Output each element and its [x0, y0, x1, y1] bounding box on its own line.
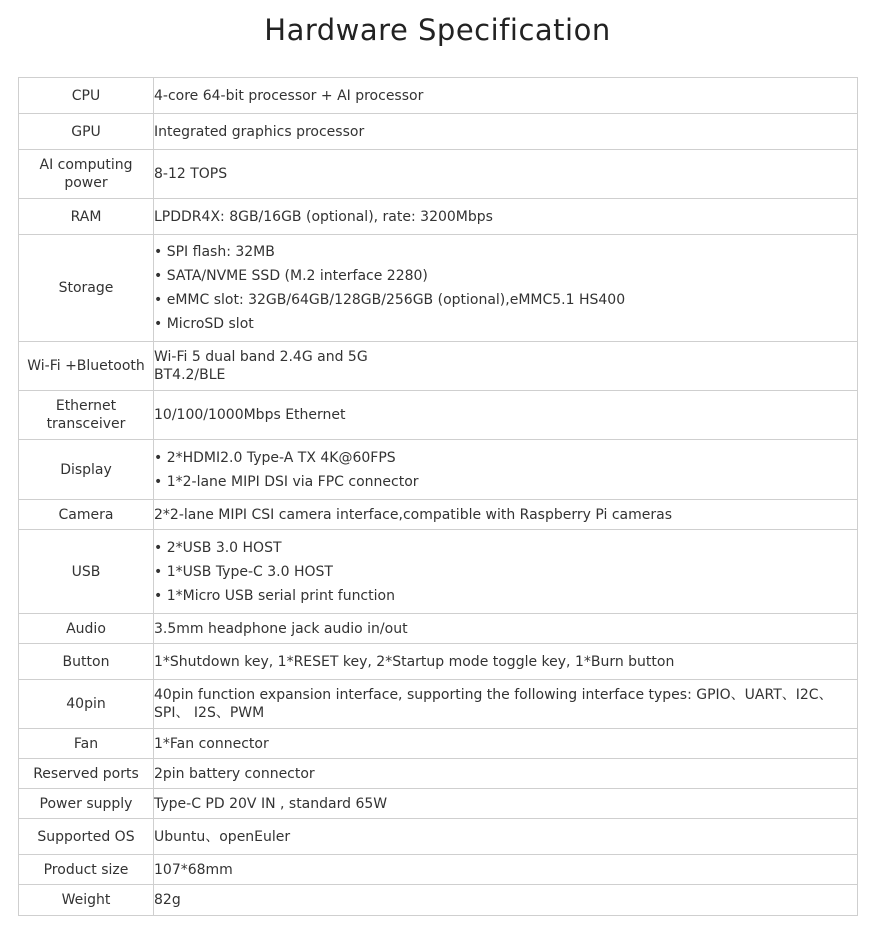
list-item: • MicroSD slot	[154, 312, 857, 336]
bullet-list	[154, 446, 857, 494]
list-item: • 1*USB Type-C 3.0 HOST	[154, 560, 857, 584]
spec-label: CPU	[19, 78, 154, 114]
spec-row-cpu	[19, 78, 858, 114]
spec-row-supported-os	[19, 819, 858, 855]
spec-row-wifi-bluetooth	[19, 342, 858, 391]
spec-row-fan	[19, 729, 858, 759]
spec-value: 82g	[154, 885, 858, 916]
spec-value: 4-core 64-bit processor + AI processor	[154, 78, 858, 114]
page-title: Hardware Specification	[264, 13, 611, 47]
list-item: • eMMC slot: 32GB/64GB/128GB/256GB (optional),eMMC5.1 HS400	[154, 288, 857, 312]
spec-value: 107*68mm	[154, 855, 858, 885]
bullet-list	[154, 240, 857, 336]
spec-row-40pin	[19, 680, 858, 729]
spec-label: Wi-Fi +Bluetooth	[19, 342, 154, 391]
spec-row-product-size	[19, 855, 858, 885]
list-item: • 1*2-lane MIPI DSI via FPC connector	[154, 470, 857, 494]
spec-row-ethernet	[19, 391, 858, 440]
spec-row-weight	[19, 885, 858, 916]
spec-row-display	[19, 440, 858, 500]
spec-row-reserved-ports	[19, 759, 858, 789]
spec-label: Storage	[19, 235, 154, 342]
spec-label: Camera	[19, 500, 154, 530]
spec-label: Weight	[19, 885, 154, 916]
list-item: • SATA/NVME SSD (M.2 interface 2280)	[154, 264, 857, 288]
spec-value	[154, 530, 858, 614]
spec-row-audio	[19, 614, 858, 644]
spec-value: 10/100/1000Mbps Ethernet	[154, 391, 858, 440]
spec-row-camera	[19, 500, 858, 530]
spec-label: Fan	[19, 729, 154, 759]
spec-row-storage	[19, 235, 858, 342]
list-item: • 1*Micro USB serial print function	[154, 584, 857, 608]
list-item: • 2*USB 3.0 HOST	[154, 536, 857, 560]
spec-row-button	[19, 644, 858, 680]
spec-value: Ubuntu、openEuler	[154, 819, 858, 855]
spec-label: AI computing power	[19, 150, 154, 199]
spec-row-ai-computing-power	[19, 150, 858, 199]
list-item: • 2*HDMI2.0 Type-A TX 4K@60FPS	[154, 446, 857, 470]
spec-label: Reserved ports	[19, 759, 154, 789]
spec-label: Product size	[19, 855, 154, 885]
spec-label: Power supply	[19, 789, 154, 819]
spec-value	[154, 440, 858, 500]
spec-value: 1*Fan connector	[154, 729, 858, 759]
spec-value: 3.5mm headphone jack audio in/out	[154, 614, 858, 644]
spec-label: Audio	[19, 614, 154, 644]
bullet-list	[154, 536, 857, 608]
spec-label: GPU	[19, 114, 154, 150]
spec-value: Type-C PD 20V IN , standard 65W	[154, 789, 858, 819]
spec-row-gpu	[19, 114, 858, 150]
spec-value: 2pin battery connector	[154, 759, 858, 789]
spec-value: Integrated graphics processor	[154, 114, 858, 150]
spec-label: Display	[19, 440, 154, 500]
spec-row-usb	[19, 530, 858, 614]
spec-label: USB	[19, 530, 154, 614]
spec-row-ram	[19, 199, 858, 235]
spec-value: LPDDR4X: 8GB/16GB (optional), rate: 3200Mbps	[154, 199, 858, 235]
list-item: • SPI flash: 32MB	[154, 240, 857, 264]
spec-value: 1*Shutdown key, 1*RESET key, 2*Startup mode toggle key, 1*Burn button	[154, 644, 858, 680]
spec-row-power-supply	[19, 789, 858, 819]
spec-label: Button	[19, 644, 154, 680]
value-line: Wi-Fi 5 dual band 2.4G and 5G	[154, 349, 368, 365]
value-line: BT4.2/BLE	[154, 367, 226, 383]
spec-label: Ethernet transceiver	[19, 391, 154, 440]
spec-value: 8-12 TOPS	[154, 150, 858, 199]
spec-value: 40pin function expansion interface, supporting the following interface types: GPIO、UART、I2C、SPI、 I2S、PWM	[154, 680, 858, 729]
spec-label: 40pin	[19, 680, 154, 729]
spec-label: RAM	[19, 199, 154, 235]
spec-value	[154, 235, 858, 342]
spec-label: Supported OS	[19, 819, 154, 855]
spec-table	[18, 77, 858, 916]
spec-value	[154, 342, 858, 391]
spec-value: 2*2-lane MIPI CSI camera interface,compatible with Raspberry Pi cameras	[154, 500, 858, 530]
